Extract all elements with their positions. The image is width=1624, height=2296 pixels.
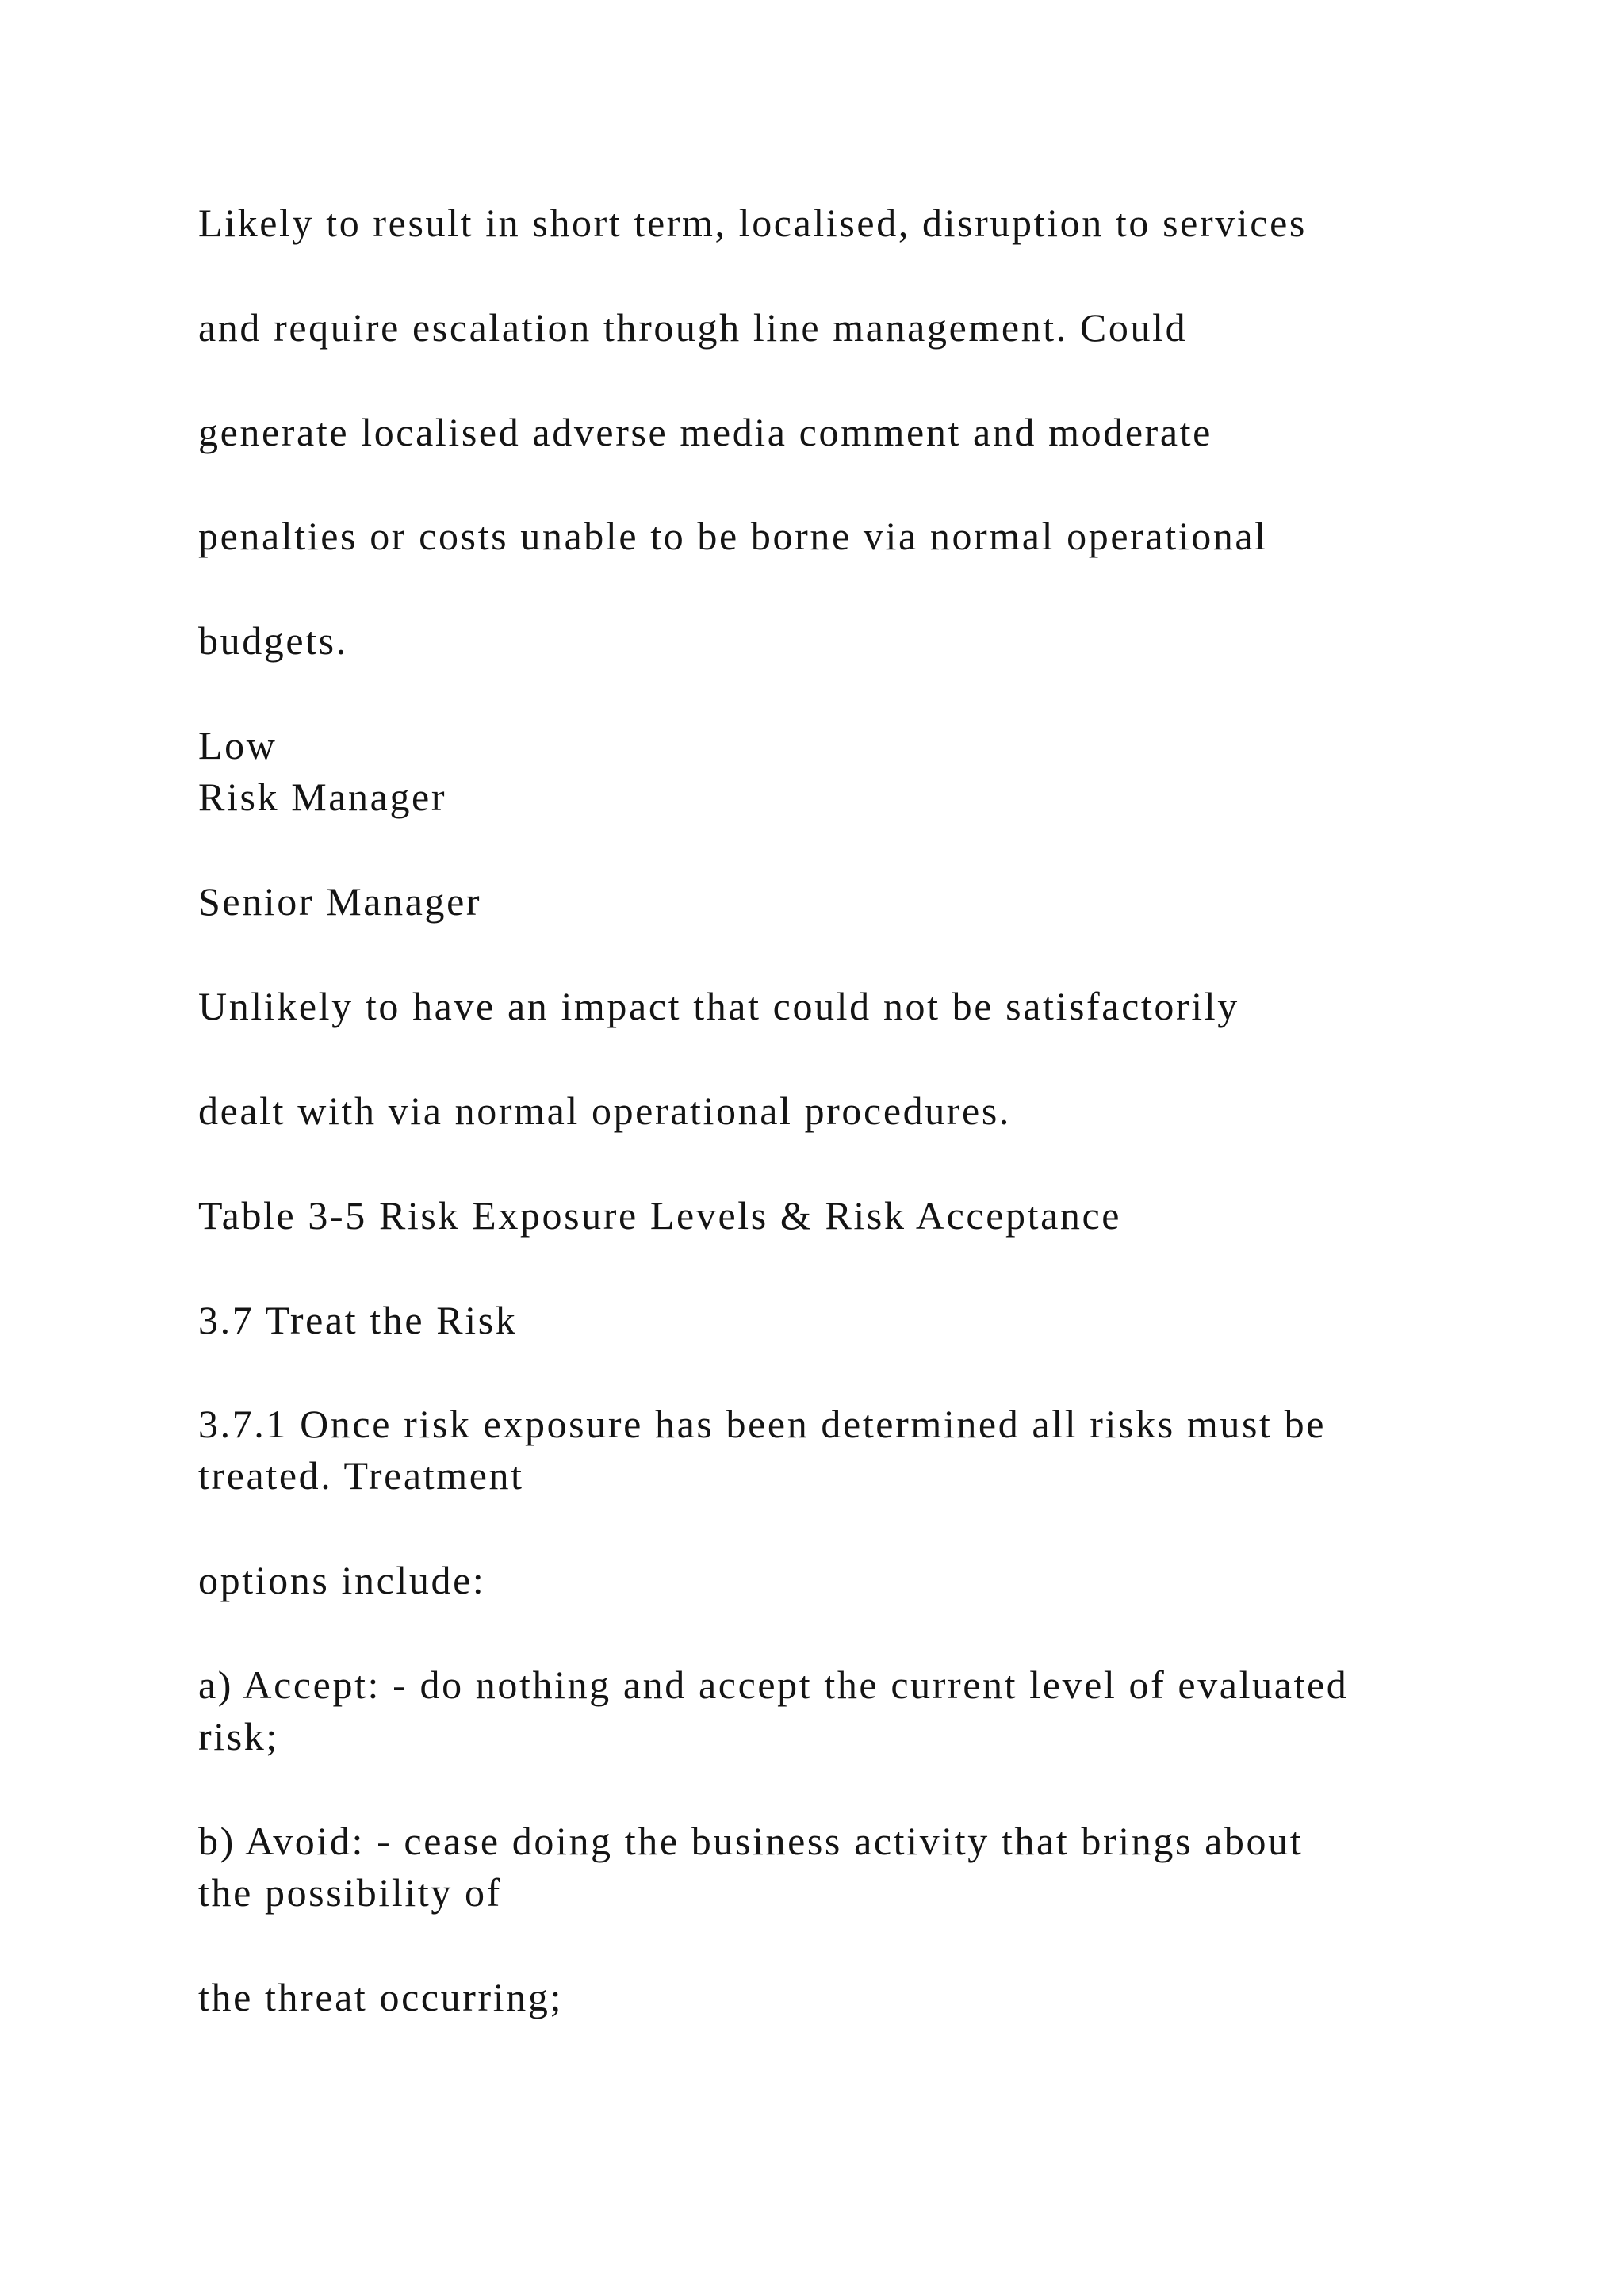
impact-description-line-3: generate localised adverse media comment and moderate: [198, 410, 1212, 454]
paragraph-3-7-1-line-2: treated. Treatment: [198, 1453, 524, 1498]
option-accept-line-1: a) Accept: - do nothing and accept the current level of evaluated: [198, 1663, 1349, 1707]
paragraph-3-7-1-line-1: 3.7.1 Once risk exposure has been determined all risks must be: [198, 1402, 1326, 1446]
impact-description-line-4: penalties or costs unable to be borne via normal operational: [198, 514, 1268, 558]
option-avoid-line-3: the threat occurring;: [198, 1975, 563, 2019]
table-caption: Table 3-5 Risk Exposure Levels & Risk Acceptance: [198, 1193, 1122, 1238]
option-avoid-line-1: b) Avoid: - cease doing the business activity that brings about: [198, 1819, 1304, 1863]
section-heading: 3.7 Treat the Risk: [198, 1298, 518, 1342]
option-accept-line-2: risk;: [198, 1714, 279, 1758]
exposure-level-low: Low: [198, 723, 278, 767]
low-impact-description-line-1: Unlikely to have an impact that could not be satisfactorily: [198, 984, 1239, 1028]
option-avoid-line-2: the possibility of: [198, 1870, 502, 1915]
acceptance-senior-manager: Senior Manager: [198, 879, 482, 924]
impact-description-line-5: budgets.: [198, 618, 348, 663]
paragraph-3-7-1-line-3: options include:: [198, 1558, 486, 1602]
low-impact-description-line-2: dealt with via normal operational procedures.: [198, 1089, 1012, 1133]
impact-description-line-2: and require escalation through line management. Could: [198, 305, 1188, 350]
impact-description-line-1: Likely to result in short term, localised, disruption to services: [198, 201, 1307, 245]
acceptance-risk-manager: Risk Manager: [198, 775, 447, 819]
